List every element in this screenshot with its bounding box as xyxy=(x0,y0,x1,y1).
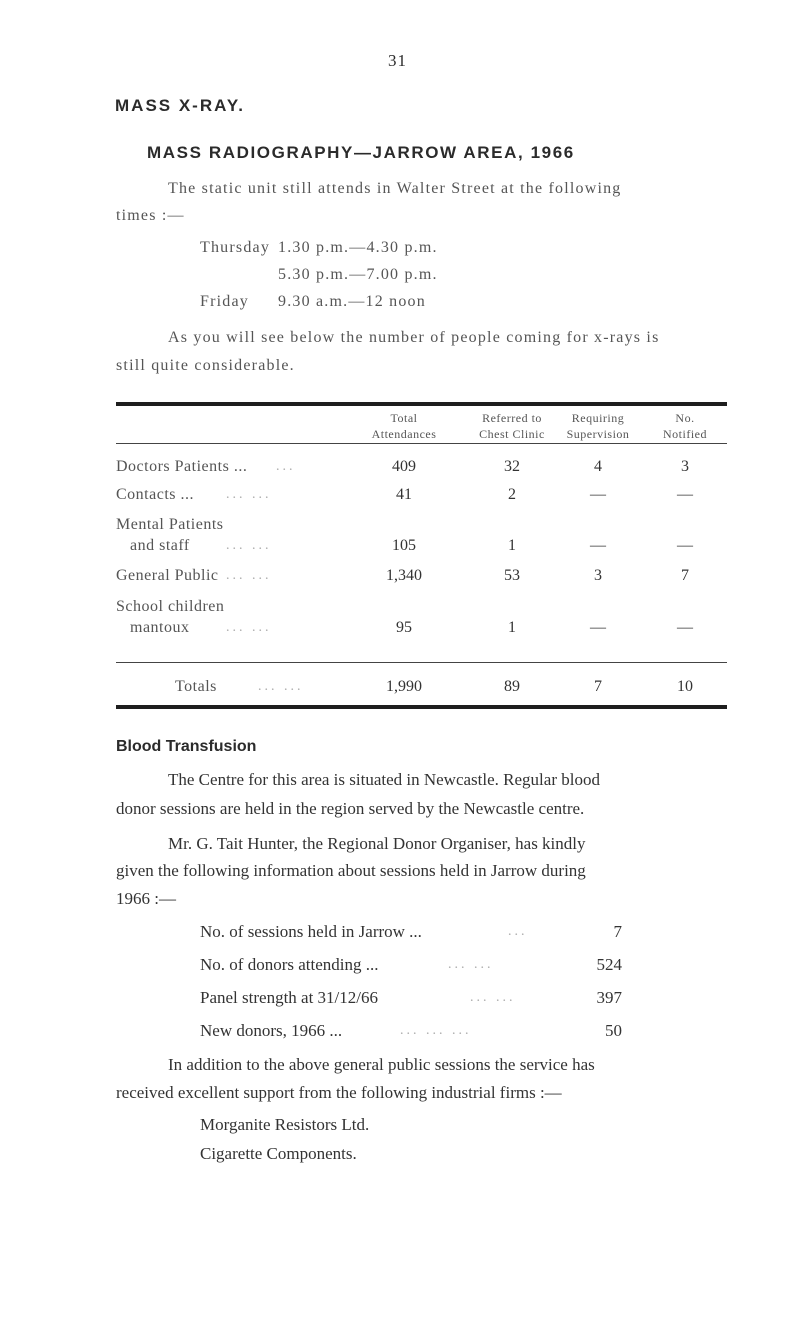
row-leader-dots: ... ... xyxy=(226,487,272,502)
section-heading: Blood Transfusion xyxy=(116,738,257,755)
total-notified: 10 xyxy=(677,678,693,695)
stat-label: No. of sessions held in Jarrow ... xyxy=(200,922,422,941)
schedule-time: 9.30 a.m.—12 noon xyxy=(278,293,426,310)
cell-referred: 32 xyxy=(504,458,520,475)
paragraph-line: donor sessions are held in the region served by the Newcastle centre. xyxy=(116,799,585,818)
row-label: Contacts ... xyxy=(116,486,194,503)
cell-notified: — xyxy=(677,537,693,554)
stat-leader-dots: ... ... xyxy=(470,990,516,1005)
stat-value: 7 xyxy=(613,922,622,941)
row-label: Mental Patients xyxy=(116,516,224,533)
cell-notified: 7 xyxy=(681,567,689,584)
stat-label: New donors, 1966 ... xyxy=(200,1021,343,1040)
row-leader-dots: ... xyxy=(276,459,296,474)
page-heading: MASS X-RAY. xyxy=(115,96,246,115)
col-header-line: Total xyxy=(390,411,418,425)
cell-supervision: 4 xyxy=(594,458,602,475)
cell-total: 409 xyxy=(392,458,416,475)
stat-label: Panel strength at 31/12/66 xyxy=(200,988,379,1007)
row-label: School children xyxy=(116,598,225,615)
total-supervision: 7 xyxy=(594,678,602,695)
col-header-line: Referred to xyxy=(482,411,542,425)
paragraph-line: In addition to the above general public sessions the service has xyxy=(168,1055,595,1074)
col-header-total xyxy=(354,410,454,442)
firm-name: Cigarette Components. xyxy=(200,1144,357,1163)
cell-total: 95 xyxy=(396,619,412,636)
row-leader-dots: ... ... xyxy=(226,538,272,553)
table-bottom-rule xyxy=(116,705,727,709)
total-attendances: 1,990 xyxy=(386,678,422,695)
table-totals-rule xyxy=(116,662,727,663)
xray-note-line-1: As you will see below the number of people coming for x-rays is xyxy=(168,329,660,346)
col-header-line: No. xyxy=(675,411,695,425)
cell-referred: 53 xyxy=(504,567,520,584)
table-header-rule xyxy=(116,443,727,444)
schedule-time: 1.30 p.m.—4.30 p.m. xyxy=(278,239,438,256)
row-label-continued: mantoux xyxy=(130,619,190,636)
stat-leader-dots: ... xyxy=(508,924,528,939)
schedule-day: Friday xyxy=(200,293,249,310)
intro-line-1: The static unit still attends in Walter Street at the following xyxy=(168,180,622,197)
section-subheading: MASS RADIOGRAPHY—JARROW AREA, 1966 xyxy=(147,143,575,162)
firm-name: Morganite Resistors Ltd. xyxy=(200,1115,370,1134)
stat-label: No. of donors attending ... xyxy=(200,955,379,974)
col-header-line: Requiring xyxy=(571,411,625,425)
row-leader-dots: ... ... xyxy=(226,620,272,635)
cell-supervision: — xyxy=(590,619,606,636)
xray-note-line-2: still quite considerable. xyxy=(116,357,295,374)
cell-referred: 2 xyxy=(508,486,516,503)
schedule-time: 5.30 p.m.—7.00 p.m. xyxy=(278,266,438,283)
schedule-day: Thursday xyxy=(200,239,271,256)
cell-referred: 1 xyxy=(508,537,516,554)
stat-value: 397 xyxy=(596,988,622,1007)
cell-notified: — xyxy=(677,486,693,503)
cell-notified: 3 xyxy=(681,458,689,475)
stat-value: 50 xyxy=(605,1021,622,1040)
paragraph-line: received excellent support from the following industrial firms :— xyxy=(116,1083,562,1102)
row-leader-dots: ... ... xyxy=(226,568,272,583)
intro-line-2: times :— xyxy=(116,207,185,224)
row-leader-dots: ... ... xyxy=(258,679,304,694)
cell-supervision: — xyxy=(590,537,606,554)
cell-notified: — xyxy=(677,619,693,636)
paragraph-line: The Centre for this area is situated in Newcastle. Regular blood xyxy=(168,770,600,789)
row-label: General Public xyxy=(116,567,219,584)
stat-leader-dots: ... ... xyxy=(448,957,494,972)
col-header-notified xyxy=(644,410,726,442)
row-label: Doctors Patients ... xyxy=(116,458,248,475)
paragraph-line: 1966 :— xyxy=(116,889,176,908)
cell-total: 1,340 xyxy=(386,567,422,584)
table-top-rule xyxy=(116,402,727,406)
totals-label: Totals xyxy=(175,678,217,695)
total-referred: 89 xyxy=(504,678,520,695)
cell-total: 105 xyxy=(392,537,416,554)
cell-supervision: — xyxy=(590,486,606,503)
paragraph-line: Mr. G. Tait Hunter, the Regional Donor Organiser, has kindly xyxy=(168,834,586,853)
col-header-line: Chest Clinic xyxy=(479,427,545,441)
col-header-line: Attendances xyxy=(371,427,437,441)
col-header-line: Supervision xyxy=(566,427,630,441)
stat-leader-dots: ... ... ... xyxy=(400,1023,472,1038)
page-number: 31 xyxy=(388,51,407,70)
cell-total: 41 xyxy=(396,486,412,503)
stat-value: 524 xyxy=(596,955,622,974)
cell-referred: 1 xyxy=(508,619,516,636)
paragraph-line: given the following information about sessions held in Jarrow during xyxy=(116,861,586,880)
col-header-line: Notified xyxy=(663,427,707,441)
col-header-supervision xyxy=(548,410,648,442)
cell-supervision: 3 xyxy=(594,567,602,584)
row-label-continued: and staff xyxy=(130,537,190,554)
col-header-referred xyxy=(462,410,562,442)
